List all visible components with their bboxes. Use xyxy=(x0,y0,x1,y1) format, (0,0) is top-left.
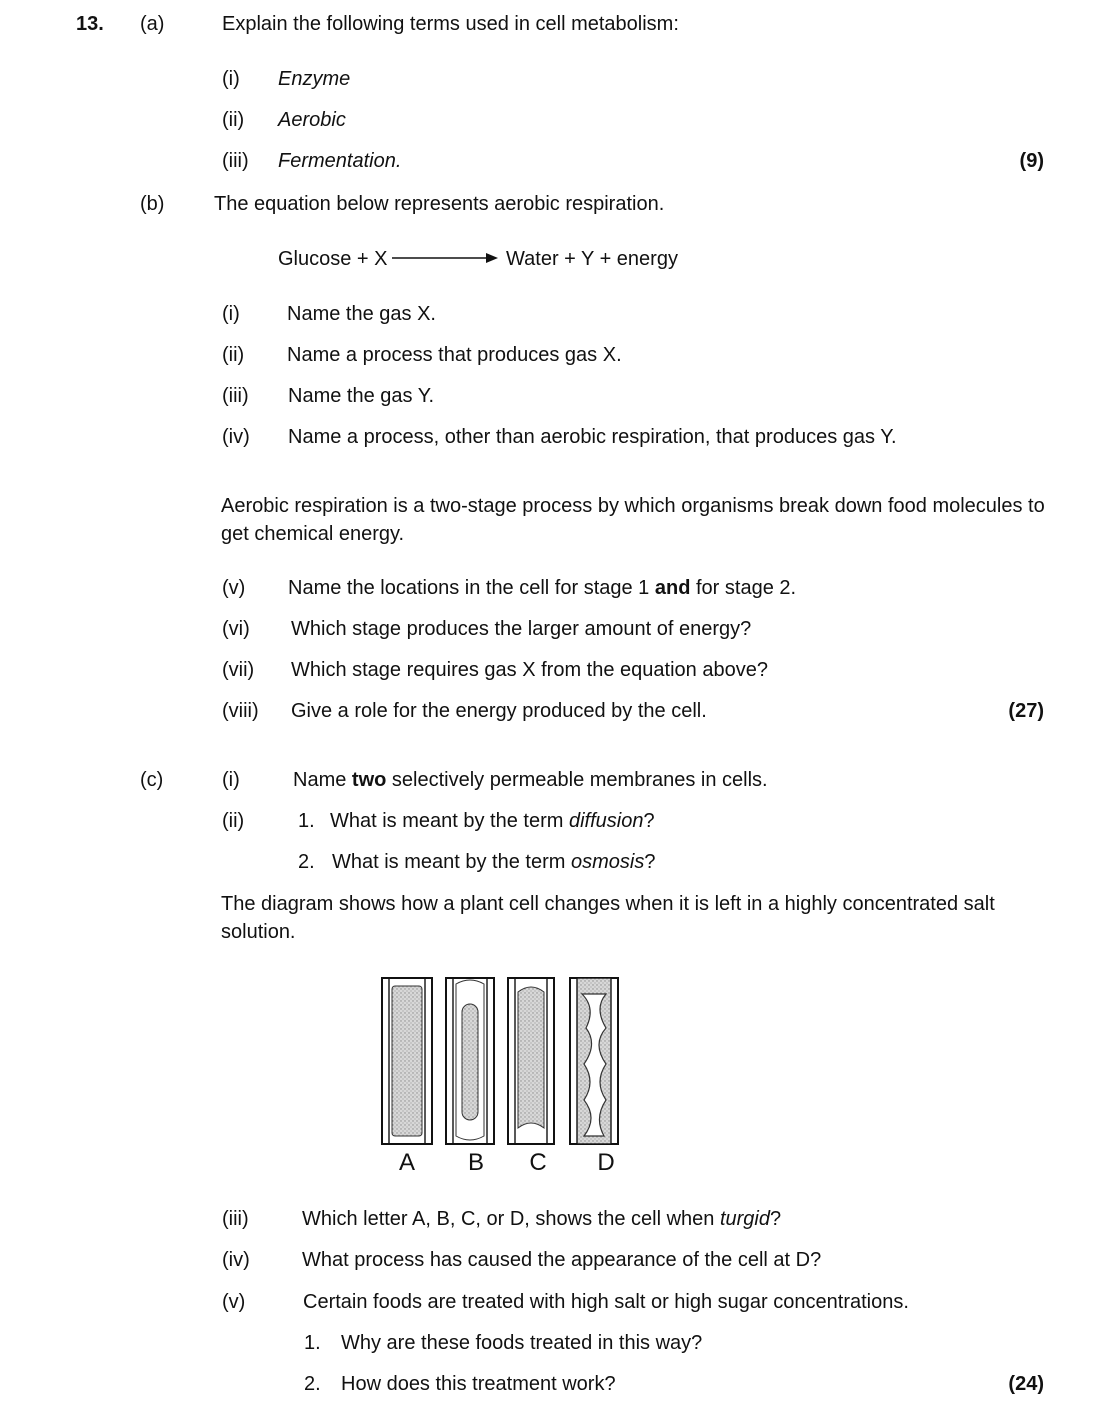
part-b-item-text: Give a role for the energy produced by the cell. xyxy=(291,700,707,722)
part-b-item-num: (i) xyxy=(222,303,240,325)
diagram-label-b: B xyxy=(467,1149,485,1176)
part-b-stem: The equation below represents aerobic respiration. xyxy=(214,193,665,215)
part-b-item-text: Name the gas Y. xyxy=(288,385,435,407)
part-c-item-text: Certain foods are treated with high salt or high sugar concentrations. xyxy=(303,1291,909,1313)
part-a-item-num: (iii) xyxy=(222,150,249,172)
sub-item-text: What is meant by the term osmosis? xyxy=(332,851,656,873)
part-c-item-text: Which letter A, B, C, or D, shows the cell when turgid? xyxy=(302,1208,782,1230)
part-c-paragraph: The diagram shows how a plant cell changes when it is left in a highly concentrated salt solution. xyxy=(221,893,995,943)
question-number: 13. xyxy=(76,13,104,35)
sub-item-text: What is meant by the term diffusion? xyxy=(330,810,655,832)
equation-left: Glucose + X xyxy=(278,248,388,270)
part-b-item-num: (iv) xyxy=(222,426,250,448)
part-b-item-text: Name a process that produces gas X. xyxy=(287,344,622,366)
part-a-label: (a) xyxy=(140,13,165,35)
part-b-item-text: Which stage requires gas X from the equation above? xyxy=(291,659,768,681)
sub-item-num: 2. xyxy=(298,851,315,873)
sub-item-num: 1. xyxy=(304,1332,321,1354)
part-b-item-num: (iii) xyxy=(222,385,249,407)
part-a-item-num: (i) xyxy=(222,68,240,90)
part-c-item-num: (ii) xyxy=(222,810,245,832)
arrow-icon xyxy=(392,250,500,266)
part-b-item-num: (viii) xyxy=(222,700,259,722)
part-b-label: (b) xyxy=(140,193,165,215)
part-a-stem: Explain the following terms used in cell metabolism: xyxy=(222,13,679,35)
diagram-label-c: C xyxy=(529,1149,547,1176)
part-c-label: (c) xyxy=(140,769,164,791)
plant-cell-diagram xyxy=(380,968,630,1178)
cell-a xyxy=(382,978,432,1144)
diagram-label-d: D xyxy=(597,1149,615,1176)
cell-c xyxy=(508,978,554,1144)
part-b-marks: (27) xyxy=(1008,700,1044,722)
part-c-item-text: What process has caused the appearance of the cell at D? xyxy=(302,1249,822,1271)
part-a-item-num: (ii) xyxy=(222,109,245,131)
part-b-item-text: Name the gas X. xyxy=(287,303,436,325)
sub-item-num: 2. xyxy=(304,1373,321,1395)
part-c-item-num: (v) xyxy=(222,1291,246,1313)
cell-b xyxy=(446,978,494,1144)
part-a-marks: (9) xyxy=(1019,150,1044,172)
part-c-item-num: (i) xyxy=(222,769,240,791)
part-b-item-text: Name a process, other than aerobic respiration, that produces gas Y. xyxy=(288,426,897,448)
cell-d xyxy=(570,978,618,1144)
part-b-item-num: (v) xyxy=(222,577,246,599)
sub-item-num: 1. xyxy=(298,810,315,832)
part-a-item-term: Aerobic xyxy=(278,109,346,131)
part-a-item-term: Fermentation. xyxy=(278,150,402,172)
part-b-item-text: Name the locations in the cell for stage 1 and for stage 2. xyxy=(288,577,797,599)
equation-right: Water + Y + energy xyxy=(506,248,678,270)
part-c-item-num: (iv) xyxy=(222,1249,250,1271)
sub-item-text: Why are these foods treated in this way? xyxy=(341,1332,703,1354)
part-b-item-num: (vii) xyxy=(222,659,255,681)
diagram-label-a: A xyxy=(398,1149,416,1176)
part-b-item-num: (vi) xyxy=(222,618,250,640)
part-c-item-text: Name two selectively permeable membranes in cells. xyxy=(293,769,768,791)
part-c-marks: (24) xyxy=(1008,1373,1044,1395)
part-b-item-num: (ii) xyxy=(222,344,245,366)
part-b-paragraph: Aerobic respiration is a two-stage process by which organisms break down food molecules to get chemical energy. xyxy=(221,495,1045,545)
part-b-item-text: Which stage produces the larger amount of energy? xyxy=(291,618,752,640)
sub-item-text: How does this treatment work? xyxy=(341,1373,616,1395)
part-c-item-num: (iii) xyxy=(222,1208,249,1230)
part-a-item-term: Enzyme xyxy=(278,68,351,90)
